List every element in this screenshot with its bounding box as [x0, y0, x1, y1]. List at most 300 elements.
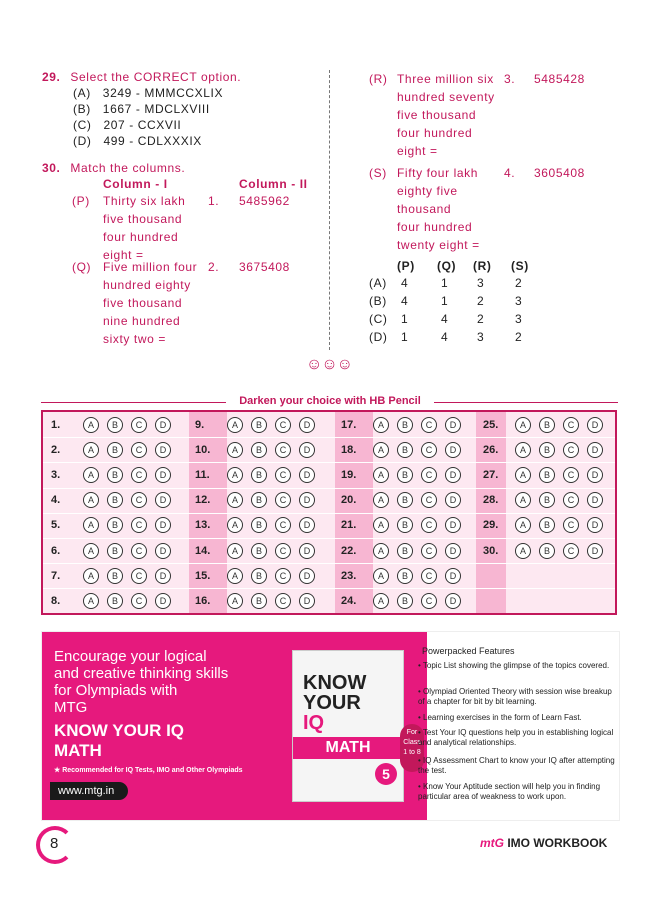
- answer-bubble-d[interactable]: D: [445, 593, 461, 609]
- answer-bubble-b[interactable]: B: [251, 568, 267, 584]
- answer-row: [195, 437, 323, 462]
- question-number: 9.: [195, 418, 205, 431]
- answer-value: 1: [441, 294, 449, 308]
- answer-row: [195, 588, 323, 613]
- answer-bubble-c[interactable]: C: [131, 417, 147, 433]
- question-number: 26.: [483, 443, 499, 456]
- question-number: 20.: [341, 494, 357, 507]
- answer-option-d[interactable]: (D): [369, 330, 388, 344]
- answer-bubble-a[interactable]: A: [83, 568, 99, 584]
- answer-bubble-c[interactable]: C: [275, 467, 291, 483]
- tagline-line: Encourage your logical: [54, 648, 207, 665]
- answer-bubble-b[interactable]: B: [539, 543, 555, 559]
- answer-bubble-a[interactable]: A: [373, 467, 389, 483]
- answer-bubble-a[interactable]: A: [227, 442, 243, 458]
- text-line: eight =: [397, 144, 438, 158]
- brand-logo: mtG: [480, 836, 504, 850]
- question-number: 2.: [51, 443, 61, 456]
- tagline-line: MTG: [54, 699, 88, 716]
- match-label-s: (S): [369, 166, 387, 180]
- feature-text: Test Your IQ questions help you in establishing logical and analytical relationships.: [418, 728, 614, 747]
- feature-text: IQ Assessment Chart to know your IQ after attempting the test.: [418, 756, 615, 775]
- question-number: 7.: [51, 569, 61, 582]
- feature-text: Olympiad Oriented Theory with session wise breakup of a chapter for bit by bit learning.: [418, 687, 612, 706]
- answer-bubble-a[interactable]: A: [227, 467, 243, 483]
- answer-bubble-d[interactable]: D: [587, 442, 603, 458]
- tagline-line: and creative thinking skills: [54, 665, 229, 682]
- answer-bubble-c[interactable]: C: [421, 492, 437, 508]
- answer-bubble-b[interactable]: B: [397, 467, 413, 483]
- feature-text: Know Your Aptitude section will help you in finding particular area of weakness to work upon.: [418, 782, 601, 801]
- question-29-text: [42, 70, 241, 84]
- answer-bubble-d[interactable]: D: [587, 543, 603, 559]
- answer-bubble-a[interactable]: A: [227, 568, 243, 584]
- answer-bubble-c[interactable]: C: [563, 467, 579, 483]
- answer-bubble-d[interactable]: D: [299, 568, 315, 584]
- text-line: four hundred: [397, 126, 473, 140]
- answer-row: [341, 563, 469, 588]
- answer-bubble-a[interactable]: A: [83, 593, 99, 609]
- answer-bubble-d[interactable]: D: [587, 517, 603, 533]
- answer-bubble-c[interactable]: C: [421, 442, 437, 458]
- question-number: 15.: [195, 569, 211, 582]
- answer-bubble-c[interactable]: C: [275, 492, 291, 508]
- match-value-2: 3675408: [239, 260, 290, 274]
- answer-sheet-grid: [41, 410, 617, 615]
- match-item-q: [103, 258, 197, 348]
- answer-bubble-b[interactable]: B: [251, 517, 267, 533]
- column-1-header: Column - I: [103, 177, 168, 191]
- question-number: 12.: [195, 494, 211, 507]
- question-number: 27.: [483, 468, 499, 481]
- answer-row: [341, 538, 469, 563]
- answer-bubble-b[interactable]: B: [397, 492, 413, 508]
- option-b[interactable]: [73, 102, 210, 116]
- answer-bubble-b[interactable]: B: [539, 517, 555, 533]
- answer-value: 4: [401, 294, 409, 308]
- advert-recommendation: ★ Recommended for IQ Tests, IMO and Other Olympiads: [54, 767, 243, 774]
- answer-bubble-a[interactable]: A: [373, 543, 389, 559]
- answer-bubble-c[interactable]: C: [275, 593, 291, 609]
- match-label-p: (P): [72, 194, 90, 208]
- question-number: 5.: [51, 519, 61, 532]
- question-prompt: Select the CORRECT option.: [70, 70, 242, 84]
- title-line: MATH: [54, 741, 102, 760]
- answer-bubble-b[interactable]: B: [107, 517, 123, 533]
- option-text: 1667 - MDCLXVIII: [102, 102, 210, 116]
- answer-bubble-d[interactable]: D: [299, 543, 315, 559]
- answer-bubble-b[interactable]: B: [397, 568, 413, 584]
- answer-value: 1: [401, 312, 409, 326]
- column-2-header: Column - II: [239, 177, 308, 191]
- text-line: four hundred: [103, 230, 179, 244]
- answer-bubble-b[interactable]: B: [251, 442, 267, 458]
- answer-bubble-d[interactable]: D: [299, 467, 315, 483]
- answer-bubble-d[interactable]: D: [445, 517, 461, 533]
- question-number: 30.: [42, 161, 61, 175]
- feature-text: Learning exercises in the form of Learn Fast.: [423, 713, 582, 722]
- match-label-r: (R): [369, 72, 388, 86]
- brand-text: IMO WORKBOOK: [507, 836, 608, 850]
- advert-book-panel: [272, 632, 427, 820]
- answer-bubble-d[interactable]: D: [445, 492, 461, 508]
- match-value-3: 5485428: [534, 72, 585, 86]
- answer-bubble-b[interactable]: B: [539, 492, 555, 508]
- answer-bubble-a[interactable]: A: [227, 417, 243, 433]
- answer-bubble-d[interactable]: D: [155, 568, 171, 584]
- answer-bubble-c[interactable]: C: [131, 543, 147, 559]
- question-number: 22.: [341, 544, 357, 557]
- text-line: Thirty six lakh: [103, 194, 186, 208]
- answer-row: [195, 513, 323, 538]
- badge-line: Class: [403, 739, 421, 746]
- answer-row: [195, 412, 323, 437]
- answer-bubble-b[interactable]: B: [397, 417, 413, 433]
- text-line: eight =: [103, 248, 144, 262]
- answer-bubble-c[interactable]: C: [131, 467, 147, 483]
- question-number: 17.: [341, 418, 357, 431]
- answer-bubble-b[interactable]: B: [107, 467, 123, 483]
- answer-bubble-b[interactable]: B: [107, 417, 123, 433]
- answer-bubble-d[interactable]: D: [299, 492, 315, 508]
- answer-bubble-b[interactable]: B: [251, 467, 267, 483]
- answer-value: 4: [441, 312, 449, 326]
- answer-sheet-title: Darken your choice with HB Pencil: [239, 395, 421, 407]
- question-30-text: [42, 161, 185, 175]
- answer-bubble-a[interactable]: A: [83, 467, 99, 483]
- advert-tagline: [54, 648, 264, 716]
- option-label: (B): [73, 102, 91, 116]
- answer-row: [483, 538, 611, 563]
- option-label: (D): [73, 134, 92, 148]
- text-line: four hundred: [397, 220, 473, 234]
- option-label: (C): [73, 118, 92, 132]
- answer-value: 3: [515, 294, 523, 308]
- question-number: 6.: [51, 544, 61, 557]
- answer-bubble-a[interactable]: A: [373, 568, 389, 584]
- website-link[interactable]: www.mtg.in: [50, 782, 128, 800]
- advert-title: [54, 721, 184, 761]
- smiley-icons: ☺☺☺: [306, 356, 353, 373]
- answer-bubble-c[interactable]: C: [421, 517, 437, 533]
- answer-header: (Q): [437, 259, 457, 273]
- answer-value: 2: [515, 330, 523, 344]
- text-line: five thousand: [103, 212, 183, 226]
- match-label-q: (Q): [72, 260, 92, 274]
- text-line: twenty eight =: [397, 238, 480, 252]
- answer-bubble-a[interactable]: A: [83, 492, 99, 508]
- answer-bubble-a[interactable]: A: [515, 467, 531, 483]
- answer-row: [195, 538, 323, 563]
- answer-bubble-b[interactable]: B: [107, 442, 123, 458]
- answer-bubble-b[interactable]: B: [107, 543, 123, 559]
- feature-item: • Learning exercises in the form of Learn Fast.: [418, 713, 582, 722]
- answer-bubble-b[interactable]: B: [107, 492, 123, 508]
- answer-bubble-d[interactable]: D: [299, 417, 315, 433]
- answer-row: [51, 437, 179, 462]
- question-number: 18.: [341, 443, 357, 456]
- option-text: 499 - CDLXXXIX: [103, 134, 202, 148]
- answer-bubble-d[interactable]: D: [299, 442, 315, 458]
- text-line: hundred eighty: [103, 278, 191, 292]
- answer-bubble-c[interactable]: C: [421, 417, 437, 433]
- answer-value: 2: [477, 294, 485, 308]
- question-number: 14.: [195, 544, 211, 557]
- answer-bubble-b[interactable]: B: [251, 492, 267, 508]
- answer-option-b[interactable]: (B): [369, 294, 387, 308]
- answer-bubble-d[interactable]: D: [299, 593, 315, 609]
- match-num-3: 3.: [504, 72, 516, 86]
- answer-bubble-b[interactable]: B: [251, 593, 267, 609]
- answer-bubble-b[interactable]: B: [539, 467, 555, 483]
- answer-bubble-c[interactable]: C: [131, 492, 147, 508]
- column-divider: [329, 70, 330, 350]
- brand-footer: [480, 836, 607, 850]
- answer-bubble-c[interactable]: C: [563, 492, 579, 508]
- question-number: 29.: [483, 519, 499, 532]
- answer-bubble-c[interactable]: C: [275, 568, 291, 584]
- answer-bubble-d[interactable]: D: [155, 467, 171, 483]
- question-number: 25.: [483, 418, 499, 431]
- question-number: 1.: [51, 418, 61, 431]
- answer-row: [483, 513, 611, 538]
- answer-bubble-a[interactable]: A: [83, 417, 99, 433]
- match-value-1: 5485962: [239, 194, 290, 208]
- answer-row: [51, 538, 179, 563]
- answer-bubble-c[interactable]: C: [131, 593, 147, 609]
- answer-value: 1: [401, 330, 409, 344]
- badge-line: 1 to 8: [403, 749, 421, 756]
- answer-row: [341, 588, 469, 613]
- answer-bubble-b[interactable]: B: [251, 543, 267, 559]
- advert-banner: [41, 631, 620, 821]
- question-number: 30.: [483, 544, 499, 557]
- text-line: eighty five: [397, 184, 458, 198]
- answer-bubble-c[interactable]: C: [275, 517, 291, 533]
- book-title-line: KNOW: [303, 672, 367, 694]
- answer-bubble-d[interactable]: D: [299, 517, 315, 533]
- option-text: 207 - CCXVII: [103, 118, 182, 132]
- answer-bubble-b[interactable]: B: [397, 593, 413, 609]
- text-line: five thousand: [397, 108, 477, 122]
- answer-value: 2: [477, 312, 485, 326]
- answer-bubble-a[interactable]: A: [515, 442, 531, 458]
- answer-row: [51, 563, 179, 588]
- answer-bubble-c[interactable]: C: [563, 517, 579, 533]
- answer-option-c[interactable]: (C): [369, 312, 388, 326]
- answer-bubble-b[interactable]: B: [397, 442, 413, 458]
- answer-bubble-a[interactable]: A: [227, 593, 243, 609]
- answer-bubble-c[interactable]: C: [131, 568, 147, 584]
- text-line: sixty two =: [103, 332, 166, 346]
- answer-row: [341, 488, 469, 513]
- answer-bubble-a[interactable]: A: [227, 492, 243, 508]
- answer-row: [195, 563, 323, 588]
- page-number: 8: [50, 835, 59, 852]
- answer-bubble-d[interactable]: D: [155, 593, 171, 609]
- match-num-2: 2.: [208, 260, 220, 274]
- question-number: 21.: [341, 519, 357, 532]
- question-number: 24.: [341, 594, 357, 607]
- answer-row: [341, 513, 469, 538]
- answer-header: (S): [511, 259, 529, 273]
- badge-line: For: [406, 729, 418, 736]
- match-num-1: 1.: [208, 194, 220, 208]
- match-item-s: [397, 164, 480, 254]
- answer-bubble-c[interactable]: C: [131, 517, 147, 533]
- answer-bubble-a[interactable]: A: [373, 593, 389, 609]
- answer-bubble-c[interactable]: C: [275, 417, 291, 433]
- answer-header: (P): [397, 259, 415, 273]
- answer-bubble-d[interactable]: D: [587, 417, 603, 433]
- answer-row: [51, 488, 179, 513]
- book-title-line: IQ: [303, 712, 325, 734]
- answer-row: [51, 513, 179, 538]
- book-title-line: YOUR: [303, 692, 361, 714]
- question-number: 13.: [195, 519, 211, 532]
- answer-value: 1: [441, 276, 449, 290]
- answer-bubble-d[interactable]: D: [155, 442, 171, 458]
- answer-bubble-c[interactable]: C: [131, 442, 147, 458]
- answer-bubble-d[interactable]: D: [155, 543, 171, 559]
- answer-bubble-a[interactable]: A: [227, 543, 243, 559]
- answer-bubble-b[interactable]: B: [251, 417, 267, 433]
- answer-bubble-a[interactable]: A: [515, 492, 531, 508]
- question-number: 16.: [195, 594, 211, 607]
- answer-row: [341, 462, 469, 487]
- answer-bubble-b[interactable]: B: [397, 543, 413, 559]
- answer-bubble-d[interactable]: D: [587, 492, 603, 508]
- answer-bubble-a[interactable]: A: [83, 517, 99, 533]
- answer-row: [51, 588, 179, 613]
- answer-bubble-b[interactable]: B: [107, 568, 123, 584]
- answer-bubble-c[interactable]: C: [275, 543, 291, 559]
- question-number: 28.: [483, 494, 499, 507]
- answer-value: 4: [401, 276, 409, 290]
- option-label: (A): [73, 86, 91, 100]
- answer-bubble-a[interactable]: A: [83, 543, 99, 559]
- answer-row: [341, 412, 469, 437]
- text-line: Fifty four lakh: [397, 166, 479, 180]
- match-value-4: 3605408: [534, 166, 585, 180]
- text-line: five thousand: [103, 296, 183, 310]
- answer-value: 3: [477, 276, 485, 290]
- answer-bubble-a[interactable]: A: [227, 517, 243, 533]
- answer-value: 2: [515, 276, 523, 290]
- answer-header: (R): [473, 259, 492, 273]
- feature-item: • Olympiad Oriented Theory with session wise breakup of a chapter for bit by bit learning.: [418, 687, 612, 706]
- match-item-p: [103, 192, 185, 264]
- text-line: hundred seventy: [397, 90, 495, 104]
- answer-bubble-a[interactable]: A: [373, 417, 389, 433]
- answer-bubble-d[interactable]: D: [445, 442, 461, 458]
- answer-value: 3: [515, 312, 523, 326]
- answer-bubble-d[interactable]: D: [587, 467, 603, 483]
- question-prompt: Match the columns.: [70, 161, 186, 175]
- question-number: 10.: [195, 443, 211, 456]
- answer-bubble-d[interactable]: D: [445, 417, 461, 433]
- book-number-badge: 5: [375, 763, 397, 785]
- answer-bubble-d[interactable]: D: [155, 517, 171, 533]
- features-title: Powerpacked Features: [422, 646, 515, 656]
- answer-bubble-d[interactable]: D: [155, 492, 171, 508]
- option-a[interactable]: [73, 86, 223, 100]
- answer-bubble-a[interactable]: A: [515, 417, 531, 433]
- answer-bubble-c[interactable]: C: [563, 417, 579, 433]
- answer-bubble-a[interactable]: A: [83, 442, 99, 458]
- option-text: 3249 - MMMCCXLIX: [102, 86, 224, 100]
- text-line: nine hundred: [103, 314, 181, 328]
- question-number: 19.: [341, 468, 357, 481]
- answer-bubble-c[interactable]: C: [563, 543, 579, 559]
- answer-option-a[interactable]: (A): [369, 276, 387, 290]
- text-line: Five million four: [103, 260, 198, 274]
- answer-row: [483, 437, 611, 462]
- answer-row: [483, 462, 611, 487]
- tagline-line: for Olympiads with: [54, 682, 178, 699]
- text-line: Three million six: [397, 72, 494, 86]
- answer-bubble-a[interactable]: A: [515, 517, 531, 533]
- answer-value: 4: [441, 330, 449, 344]
- question-number: 8.: [51, 594, 61, 607]
- option-d[interactable]: [73, 134, 202, 148]
- answer-row: [483, 488, 611, 513]
- answer-bubble-d[interactable]: D: [445, 543, 461, 559]
- answer-bubble-d[interactable]: D: [445, 467, 461, 483]
- answer-bubble-b[interactable]: B: [107, 593, 123, 609]
- feature-text: Topic List showing the glimpse of the topics covered.: [422, 661, 610, 670]
- title-line: KNOW YOUR IQ: [54, 721, 185, 740]
- answer-bubble-b[interactable]: B: [539, 417, 555, 433]
- answer-bubble-c[interactable]: C: [275, 442, 291, 458]
- answer-bubble-c[interactable]: C: [421, 593, 437, 609]
- feature-item: • Topic List showing the glimpse of the topics covered.: [418, 661, 610, 670]
- answer-bubble-b[interactable]: B: [539, 442, 555, 458]
- answer-row: [195, 488, 323, 513]
- question-number: 4.: [51, 494, 61, 507]
- answer-bubble-d[interactable]: D: [445, 568, 461, 584]
- question-number: 3.: [51, 468, 61, 481]
- option-c[interactable]: [73, 118, 181, 132]
- answer-bubble-a[interactable]: A: [373, 492, 389, 508]
- question-number: 29.: [42, 70, 61, 84]
- answer-bubble-d[interactable]: D: [155, 417, 171, 433]
- answer-bubble-a[interactable]: A: [515, 543, 531, 559]
- book-subject: MATH: [293, 737, 403, 759]
- match-item-r: [397, 70, 495, 160]
- answer-bubble-b[interactable]: B: [397, 517, 413, 533]
- answer-bubble-a[interactable]: A: [373, 517, 389, 533]
- text-line: thousand: [397, 202, 452, 216]
- answer-row: [483, 412, 611, 437]
- answer-bubble-a[interactable]: A: [373, 442, 389, 458]
- answer-bubble-c[interactable]: C: [421, 543, 437, 559]
- answer-value: 3: [477, 330, 485, 344]
- question-number: 23.: [341, 569, 357, 582]
- match-num-4: 4.: [504, 166, 516, 180]
- answer-bubble-c[interactable]: C: [563, 442, 579, 458]
- question-number: 11.: [195, 468, 210, 481]
- feature-item: • Test Your IQ questions help you in establishing logical and analytical relationships.: [418, 728, 614, 747]
- feature-item: • Know Your Aptitude section will help you in finding particular area of weakness to work upon.: [418, 782, 601, 801]
- answer-bubble-c[interactable]: C: [421, 568, 437, 584]
- answer-bubble-c[interactable]: C: [421, 467, 437, 483]
- answer-row: [341, 437, 469, 462]
- answer-row: [195, 462, 323, 487]
- answer-row: [51, 462, 179, 487]
- answer-row: [51, 412, 179, 437]
- feature-item: • IQ Assessment Chart to know your IQ after attempting the test.: [418, 756, 615, 775]
